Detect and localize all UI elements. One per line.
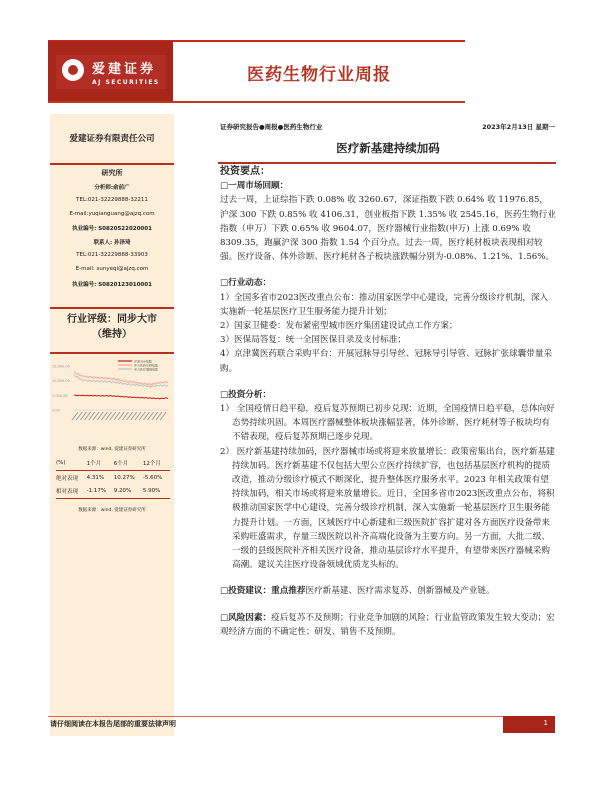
divider (50, 307, 174, 309)
y-tick-label: 15,000.00 (52, 364, 70, 369)
y-tick-label: 0.00 (52, 408, 60, 413)
industry-news-heading: □行业动态： (220, 278, 272, 289)
series-line (74, 395, 168, 399)
analysis-item: 1） 全国疫情日趋平稳，疫后复苏预期已初步兑现：近期，全国疫情日趋平稳，总体向好态势持续巩固。本周医疗器械整体板块涨幅显著，体外诊断、医疗耗材等子板块均有不错表现，疫后复苏预期已逐步兑现。 (220, 404, 555, 443)
footer-line (48, 716, 508, 717)
analyst-tel: TEL:021-32229888-32211 (76, 197, 148, 203)
table-cell: 绝对表现 (56, 475, 79, 482)
advice-text: 医疗新基建、医疗需求复苏、创新器械及产业链。 (305, 586, 495, 597)
table-source: 数据来源：wind, 爱建证券研究所 (78, 508, 146, 513)
market-review-text: 过去一周，上证综指下跌 0.08% 收 3260.67，深证指数下跌 0.64% 收 11976.85，沪深 300 下跌 0.85% 收 4106.31，创业板指下跌 1.35% 收 2545.16，医药生物行业指数（申万）下跌 0.65% 收 9604.07，医疗器械行业指数(申万) 上涨 0.69% 收 8309.35，跑赢沪深 300 指数 1.54 个百分点。过去一周，医疗耗材板块表现相对较强。医疗设备、体外诊断、医疗耗材各子板块涨跌幅分别为-0.08%、1.21%、1.56%。 (220, 195, 556, 263)
performance-table (56, 457, 170, 499)
logo-icon (62, 59, 84, 81)
market-review-heading: □一周市场回顾： (220, 181, 289, 192)
investment-advice (220, 584, 556, 598)
table-cell: 4.31% (86, 474, 105, 481)
divider (50, 163, 174, 165)
table-cell: 10.27% (113, 474, 135, 481)
legend-label: 申万医疗器械指数 (134, 367, 159, 372)
page-number: 1 (503, 716, 555, 733)
y-tick-label: 10,000.00 (52, 379, 70, 384)
table-cell: 9.20% (113, 488, 132, 495)
rating-status: （维持） (92, 329, 132, 340)
table-cell: -5.60% (142, 474, 163, 481)
risk-heading: □风险因素： (220, 612, 272, 623)
contact-license: 执业编号: S0820123010001 (72, 282, 152, 288)
table-header-row (56, 457, 170, 470)
table-header: 1个月 (86, 461, 102, 468)
legend-label: 沪深300指数 (134, 359, 152, 364)
legal-notice-link[interactable]: 请仔细阅读在本报告尾部的重要法律声明 (50, 720, 176, 728)
logo-text-en: AJ SECURITIES (92, 79, 160, 86)
table-cell: 5.90% (142, 488, 161, 495)
table-row (56, 485, 170, 498)
contact-email[interactable]: E-mail: sunyeqi@ajzq.com (75, 266, 149, 272)
industry-news-item: 3）医保局答复：统一全国医保目录及支付标准； (220, 335, 406, 346)
table-cell: 相对表现 (56, 489, 79, 496)
table-header: 6个月 (113, 461, 129, 468)
advice-heading: □投资建议： (220, 586, 272, 597)
contact-tel: TEL:021-32229888-33903 (76, 252, 148, 258)
logo-text-cn: 爱建证券 (92, 62, 157, 77)
analyst: 分析师:俞前广 (94, 185, 130, 191)
table-header: 12个月 (142, 461, 161, 468)
report-type-title: 医药生物行业周报 (247, 65, 391, 85)
page-title: 医疗新基建持续加码 (336, 141, 440, 155)
analyst-email[interactable]: E-mail:yuqianguang@ajzq.com (69, 211, 155, 217)
left-sidebar (50, 114, 174, 736)
company-name: 爱建证券有限责任公司 (69, 134, 155, 144)
analysis-item: 2） 医疗新基建持续加码，医疗器械市场或将迎来放量增长：政策密集出台，医疗新基建持续加码。医疗新基建不仅包括大型公立医疗持续扩容，也包括基层医疗机构的提质改造，推动分级诊疗模式不断深化，提升整体医疗服务水平。2023 年相关政策有望持续加码，相关市场或将迎来放量增长。近日，全国多省市2023医改重点公布，将积极推动国家医学中心建设，完善分级诊疗机制，深入实施新一轮基层医疗卫生服务能力提升计划。一方面，区域医疗中心新建和三级医院扩容扩建对各方面医疗设备带来采购旺盛需求，存量三级医院以补齐高端化设备为主要方向。另一方面，大批二级、一级的县级医院补齐相关医疗设备，推动基层诊疗水平提升，有望带来医疗器械采购高潮。建议关注医疗设备领域优质龙头标的。 (220, 446, 555, 571)
series-line (74, 375, 168, 388)
index-trend-chart (50, 358, 174, 442)
chart-source: 数据来源：wind, 爱建证券研究所 (78, 447, 146, 452)
risk-factors (220, 611, 556, 639)
industry-news-item: 4）京津冀医药联合采购平台：开展冠脉导引导丝、冠脉导引导管、冠脉扩张球囊带量采购。 (220, 349, 553, 374)
header-underline (48, 101, 465, 103)
investment-analysis-heading: □投资分析： (220, 389, 272, 400)
y-tick-label: 5,000.00 (52, 393, 68, 398)
divider (50, 352, 174, 354)
industry-news-item: 1）全国多省市2023医改重点公布：推动国家医学中心建设，完善分级诊疗机制，深入实施新一轮基层医疗卫生服务能力提升计划； (220, 292, 549, 317)
table-header: (%) (56, 460, 66, 467)
risk-text: 疫后复苏不及预期；行业竞争加剧的风险；行业监管政策发生较大变动；宏观经济方面的不确定性；研发、销售不及预期。 (220, 612, 555, 637)
advice-highlight: 重点推荐 (271, 586, 306, 597)
institute: 研究所 (101, 169, 123, 177)
legend-label: 申万医药生物指数 (134, 363, 159, 368)
rating: 行业评级：同步大市 (67, 314, 157, 325)
key-points-heading: 投资要点： (220, 166, 270, 177)
table-cell: -1.17% (86, 488, 107, 495)
industry-news-item: 2）国家卫健委：发布紧密型城市医疗集团建设试点工作方案； (220, 321, 458, 332)
table-row (56, 470, 170, 485)
title-divider (218, 162, 556, 164)
report-date: 2023年2月13日 星期一 (482, 123, 555, 131)
breadcrumb: 证券研究报告●周报●医药生物行业 (220, 123, 323, 131)
contact: 联系人: 孙泽琦 (93, 240, 131, 246)
analyst-license: 执业编号: S0820522020001 (72, 226, 152, 232)
